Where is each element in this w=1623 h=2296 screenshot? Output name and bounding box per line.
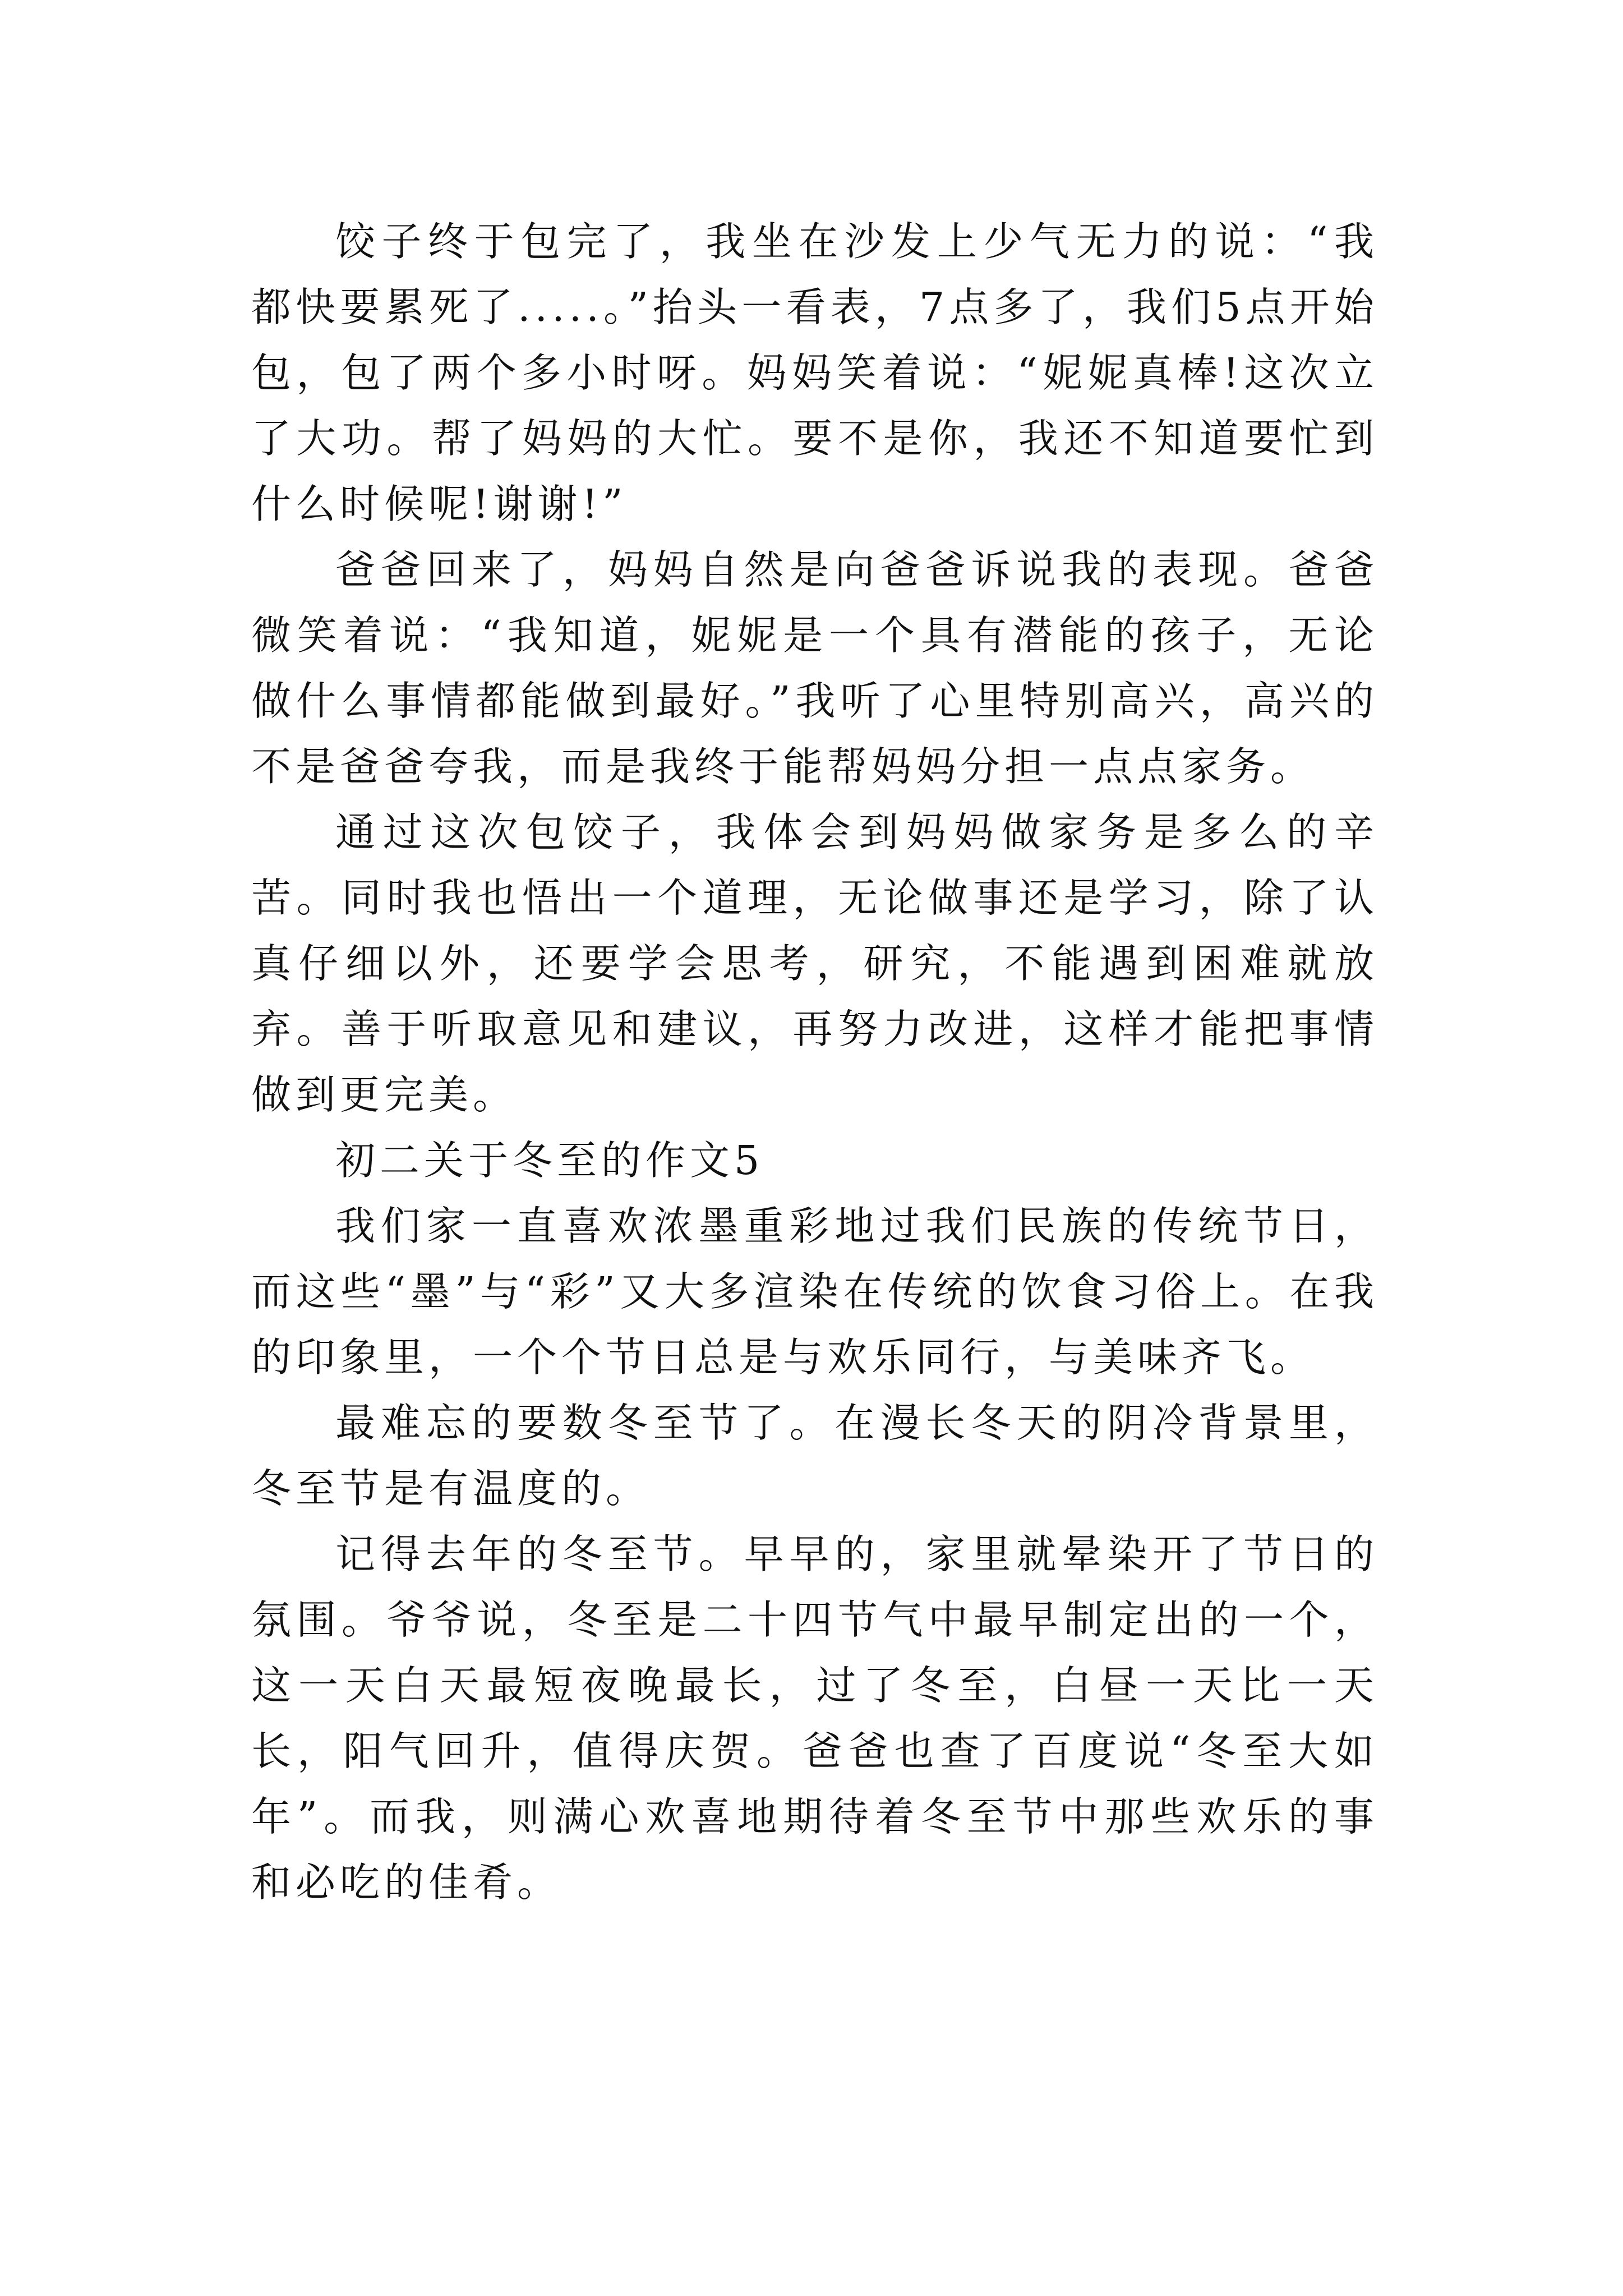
- paragraph-dumplings-finished: 饺子终于包完了，我坐在沙发上少气无力的说：“我都快要累死了.....。”抬头一看表，7点多了，我们5点开始包，包了两个多小时呀。妈妈笑着说：“妮妮真棒!这次立了大功。帮了妈妈的大忙。要不是你，我还不知道要忙到什么时候呢!谢谢!”: [251, 218, 1378, 527]
- paragraph-lesson-learned: 通过这次包饺子，我体会到妈妈做家务是多么的辛苦。同时我也悟出一个道理，无论做事还是学习，除了认真仔细以外，还要学会思考，研究，不能遇到困难就放弃。善于听取意见和建议，再努力改进，这样才能把事情做到更完美。: [251, 809, 1378, 1118]
- document-body: [251, 209, 1378, 1915]
- paragraph-dad-returns: 爸爸回来了，妈妈自然是向爸爸诉说我的表现。爸爸微笑着说：“我知道，妮妮是一个具有潜能的孩子，无论做什么事情都能做到最好。”我听了心里特别高兴，高兴的不是爸爸夸我，而是我终于能帮妈妈分担一点点家务。: [251, 546, 1378, 790]
- paragraph-traditional-festivals: 我们家一直喜欢浓墨重彩地过我们民族的传统节日，而这些“墨”与“彩”又大多渲染在传统的饮食习俗上。在我的印象里，一个个节日总是与欢乐同行，与美味齐飞。: [251, 1203, 1378, 1381]
- paragraph-winter-solstice-memorable: 最难忘的要数冬至节了。在漫长冬天的阴冷背景里，冬至节是有温度的。: [251, 1400, 1378, 1512]
- paragraph-last-year-solstice: 记得去年的冬至节。早早的，家里就晕染开了节日的氛围。爷爷说，冬至是二十四节气中最早制定出的一个，这一天白天最短夜晚最长，过了冬至，白昼一天比一天长，阳气回升，值得庆贺。爸爸也查了百度说“冬至大如年”。而我，则满心欢喜地期待着冬至节中那些欢乐的事和必吃的佳肴。: [251, 1531, 1378, 1906]
- essay-heading: 初二关于冬至的作文5: [335, 1137, 764, 1184]
